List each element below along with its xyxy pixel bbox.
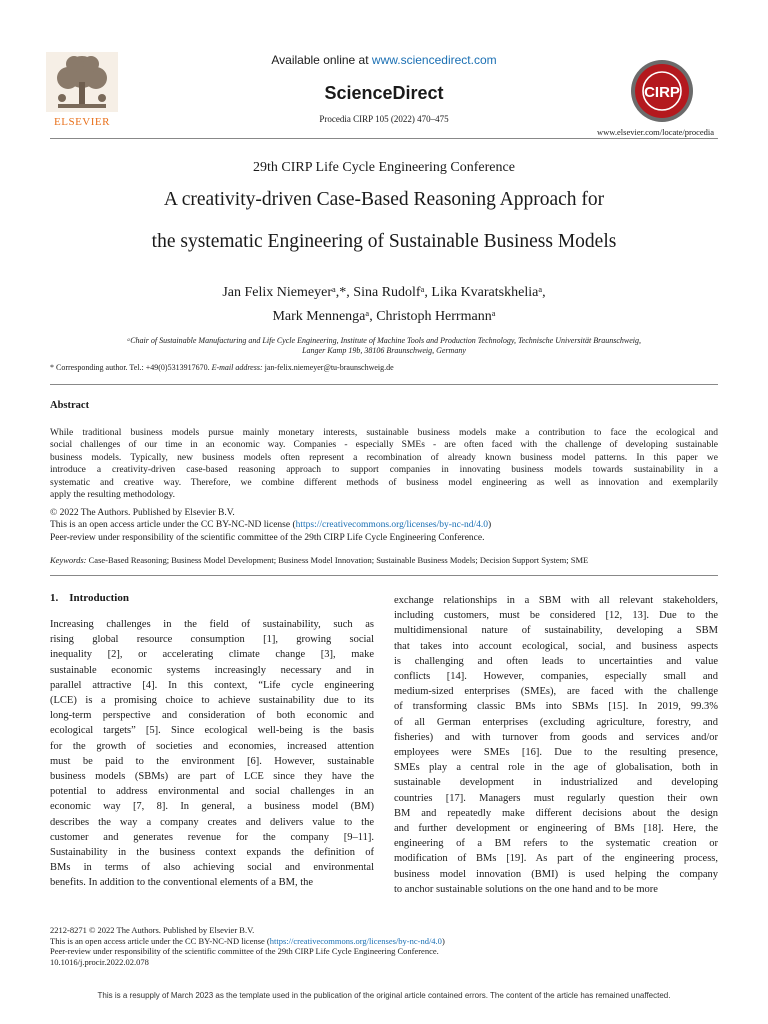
body-line: sustainable economic systems increasingly necessary and in (50, 664, 374, 676)
license-link[interactable]: https://creativecommons.org/licenses/by-nc-nd/4.0 (295, 520, 489, 531)
authors-line-1: Jan Felix Niemeyerᵃ,*, Sina Rudolfᵃ, Lika Kvaratskheliaᵃ, (222, 285, 546, 300)
cirp-logo-text: CIRP (644, 84, 680, 101)
body-line: countries [17]. Managers must regularly question their own (394, 792, 718, 804)
body-line: business model innovation (BMI) is used helping the company (394, 868, 718, 880)
conference-name: 29th CIRP Life Cycle Engineering Conference (253, 160, 515, 175)
body-line: economic way [7, 8]. In general, a business model (BM) (50, 801, 374, 813)
abstract-line: business models. Typically, new business models often represent a recombination of already known business model patterns. In this paper we (50, 452, 718, 463)
body-line: benefits. In addition to the conventional elements of a BM, the (50, 877, 314, 889)
body-line: inequality [2], or accelerating climate change [3], make (50, 649, 374, 661)
copyright-line: © 2022 The Authors. Published by Elsevier B.V. (50, 508, 235, 518)
body-line: multidimensional nature of sustainability, developing a SBM (394, 625, 718, 637)
body-line: SMEs play a central role in the age of globalisation, both in (394, 762, 718, 774)
footer-peer-review: Peer-review under responsibility of the scientific committee of the 29th CIRP Life Cycle Engineering Conference. (50, 946, 439, 957)
affiliation-line-2: Langer Kamp 19b, 38106 Braunschweig, Germany (302, 346, 466, 355)
abstract-line: While traditional business models pursue mainly monetary interests, sustainable business models make a contribution to face the ecological and (50, 428, 718, 438)
body-line: Increasing challenges in the field of sustainability, such as (50, 619, 374, 630)
body-line: Sustainability in the business context expands the definition of (50, 847, 374, 859)
body-line: engineering of a BM refers to the systematic creation or (394, 838, 718, 850)
body-line: medium-sized enterprises (SMEs), are faced with the challenge (394, 686, 718, 698)
article-footer (50, 925, 718, 967)
locate-url: www.elsevier.com/locate/procedia (597, 127, 714, 137)
affiliation-line-1: ᵃChair of Sustainable Manufacturing and Life Cycle Engineering, Institute of Machine Tools and Production Technology, Technische Universität Braunschweig, (127, 336, 641, 345)
corresponding-author: * Corresponding author. Tel.: +49(0)5313917670. E-mail address: jan-felix.niemeyer@tu-braunschweig.de (50, 363, 394, 372)
cirp-logo (628, 59, 696, 123)
abstract-copyright-block (50, 507, 718, 544)
sciencedirect-wordmark: ScienceDirect (324, 83, 444, 103)
footer-license: This is an open access article under the CC BY-NC-ND license (https://creativecommons.org/licenses/by-nc-nd/4.0) (50, 935, 445, 946)
body-line: parallel attractive [4]. In this context, “Life cycle engineering (50, 679, 374, 691)
abstract-divider (50, 384, 718, 385)
abstract-line: introduce a creativity-driven case-based reasoning approach to support companies in innovating business models towards sustainability in a (50, 465, 718, 476)
body-line: exchange relationships in a SBM with all relevant stakeholders, (394, 595, 718, 606)
abstract-line: systematic and creative way. Therefore, we combine different methods of business model engineering as well as innovation and exemplarily (50, 477, 718, 488)
body-column-left (50, 617, 374, 891)
authors-line-2: Mark Mennengaᵃ, Christoph Herrmannᵃ (272, 309, 496, 324)
body-line: (LCE) is a promising choice to achieve sustainability due to its (50, 695, 374, 707)
body-line: to anchor sustainable solutions on the one hand and to be more (394, 883, 658, 895)
body-line: potential to address environmental and social challenges in an (50, 786, 374, 798)
resupply-notice: This is a resupply of March 2023 as the template used in the publication of the original article contained errors. The content of the article has remained unaffected. (97, 991, 671, 1000)
body-line: is challenging and often leads to uncertainties and value (394, 655, 718, 667)
body-line: including customers, must be considered [12, 13]. Due to the (394, 610, 718, 622)
body-line: that takes into account ecological, social, and business aspects (394, 640, 718, 652)
peer-review-line: Peer-review under responsibility of the scientific committee of the 29th CIRP Life Cycle Engineering Conference. (50, 532, 485, 543)
available-online-line: Available online at www.sciencedirect.com (271, 53, 497, 67)
body-line: employees were SMEs [16]. Due to the resulting presence, (394, 747, 718, 759)
body-line: BM and repeatedly make different decisions about the design (394, 807, 718, 819)
abstract-line: social challenges of our time in an economic way. Companies - especially SMEs - are often faced with the challenge of developing sustainable (50, 440, 718, 451)
body-line: conflicts [14]. However, companies, especially small and (394, 671, 718, 683)
body-line: must be paid to the environment [6]. However, sustainable (50, 755, 374, 767)
footer-issn: 2212-8271 © 2022 The Authors. Published by Elsevier B.V. (50, 925, 255, 935)
header-divider (50, 138, 718, 139)
abstract-heading: Abstract (50, 400, 90, 411)
section-heading-introduction: 1. Introduction (50, 592, 129, 604)
keywords-divider (50, 575, 718, 576)
journal-reference: Procedia CIRP 105 (2022) 470–475 (319, 114, 449, 124)
abstract-line: apply the resulting methodology. (50, 490, 175, 501)
body-line: customer and generates revenue for the company [9–11]. (50, 831, 374, 843)
footer-license-link[interactable]: https://creativecommons.org/licenses/by-nc-nd/4.0 (269, 935, 442, 946)
body-line: business models (SBMs) are part of LCE since they have the (50, 771, 374, 783)
body-line: long-term perspective and consideration of both economic and (50, 710, 374, 722)
corresponding-email[interactable]: jan-felix.niemeyer@tu-braunschweig.de (262, 363, 394, 372)
body-line: fisheries) and with turnover from goods and services and/or (394, 731, 718, 743)
keywords-list: Case-Based Reasoning; Business Model Development; Business Model Innovation; Sustainable Business Models; Decision Support System; SME (86, 555, 589, 565)
paper-title-line-1: A creativity-driven Case-Based Reasoning Approach for (163, 189, 605, 210)
keywords-line (50, 555, 718, 565)
body-line: for the growth of societies and economies, increased attention (50, 740, 374, 752)
body-line: BMs in terms of also achieving social and environmental (50, 862, 374, 874)
body-line: of all German enterprises (excluding agriculture, forestry, and (394, 716, 718, 728)
body-line: describes the way a company creates and delivers value to the (50, 816, 374, 828)
body-line: rising global resource consumption [1], growing social (50, 634, 374, 646)
body-line: of transforming classic BMs into SBMs [15]. In 2019, 99.3% (394, 701, 718, 713)
body-line: ecological targets” [5]. Since ecological well-being is the basis (50, 725, 374, 737)
license-line: This is an open access article under the CC BY-NC-ND license (https://creativecommons.org/licenses/by-nc-nd/4.0) (50, 520, 492, 531)
body-line: sustainable development in industrialized and developing (394, 777, 718, 789)
paper-title-line-2: the systematic Engineering of Sustainable Business Models (151, 231, 617, 252)
abstract-body (50, 427, 718, 501)
body-line: and further development or engineering of BMs [18]. Here, the (394, 823, 718, 835)
elsevier-wordmark: ELSEVIER (54, 116, 110, 128)
keywords-label: Keywords: (50, 555, 87, 565)
body-column-right (394, 593, 718, 897)
footer-doi[interactable]: 10.1016/j.procir.2022.02.078 (50, 956, 149, 967)
sciencedirect-link[interactable]: www.sciencedirect.com (371, 53, 497, 67)
body-line: modification of BMs [19]. As part of the engineering process, (394, 853, 718, 865)
